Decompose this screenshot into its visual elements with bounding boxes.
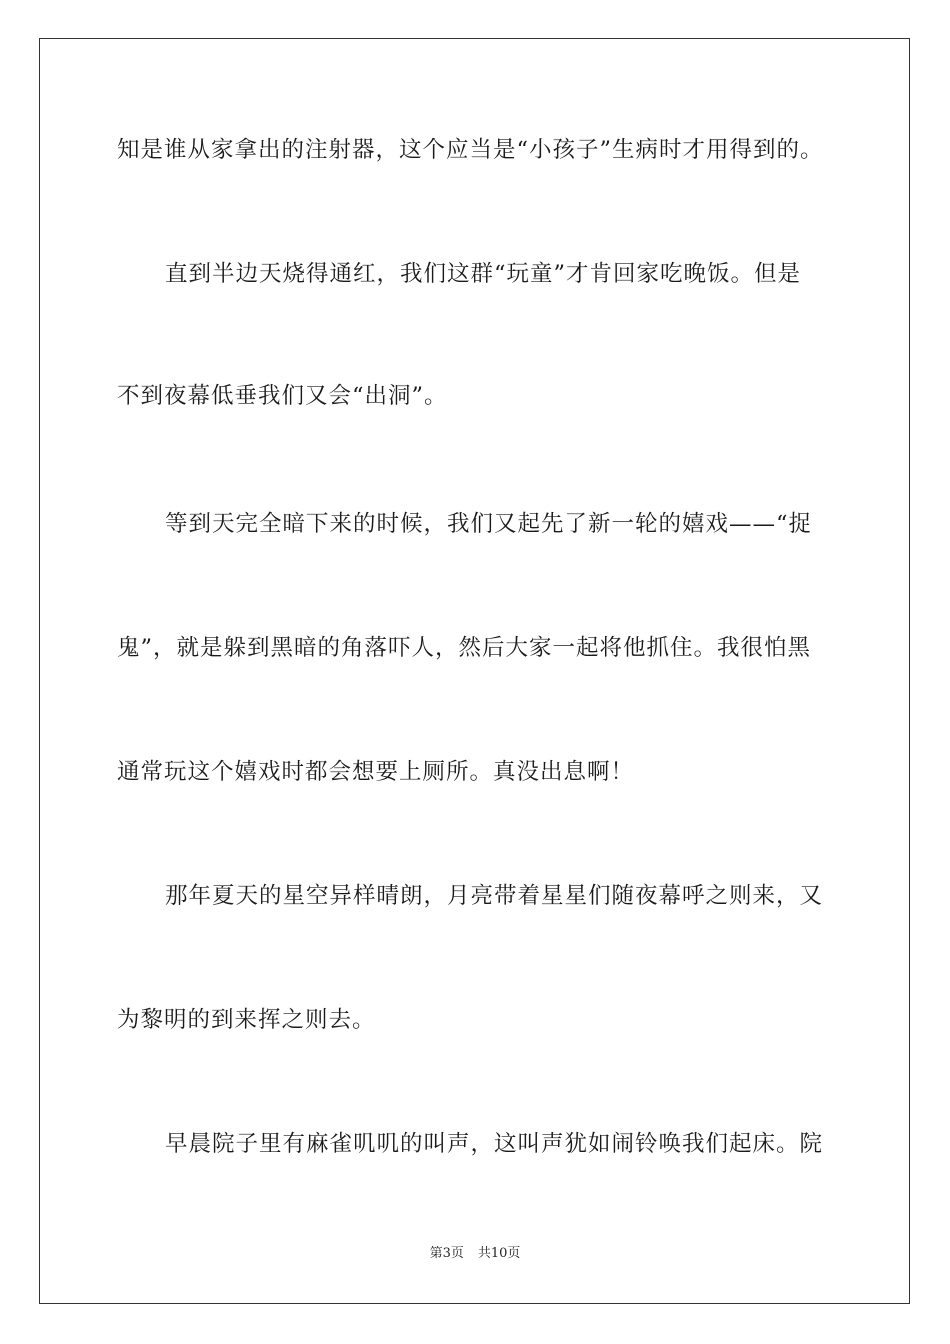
page-border bbox=[39, 38, 910, 1304]
page-total: 共10页 bbox=[477, 1246, 521, 1261]
text-line: 为黎明的到来挥之则去。 bbox=[117, 1007, 376, 1033]
text-line: 通常玩这个嬉戏时都会想要上厕所。真没出息啊！ bbox=[117, 759, 635, 785]
text-line: 直到半边天烧得通红，我们这群“玩童”才肯回家吃晚饭。但是 bbox=[165, 261, 802, 287]
text-line: 知是谁从家拿出的注射器，这个应当是“小孩子”生病时才用得到的。 bbox=[117, 137, 824, 163]
text-line: 早晨院子里有麻雀叽叽的叫声，这叫声犹如闹铃唤我们起床。院 bbox=[165, 1131, 824, 1157]
page-number: 第3页 bbox=[429, 1246, 464, 1261]
text-line: 等到天完全暗下来的时候，我们又起先了新一轮的嬉戏——“捉 bbox=[165, 511, 813, 537]
text-line: 不到夜幕低垂我们又会“出洞”。 bbox=[117, 383, 448, 409]
text-line: 那年夏天的星空异样晴朗，月亮带着星星们随夜幕呼之则来，又 bbox=[165, 883, 824, 909]
page-footer bbox=[0, 1245, 950, 1263]
text-line: 鬼”，就是躲到黑暗的角落吓人，然后大家一起将他抓住。我很怕黑 bbox=[117, 635, 812, 661]
